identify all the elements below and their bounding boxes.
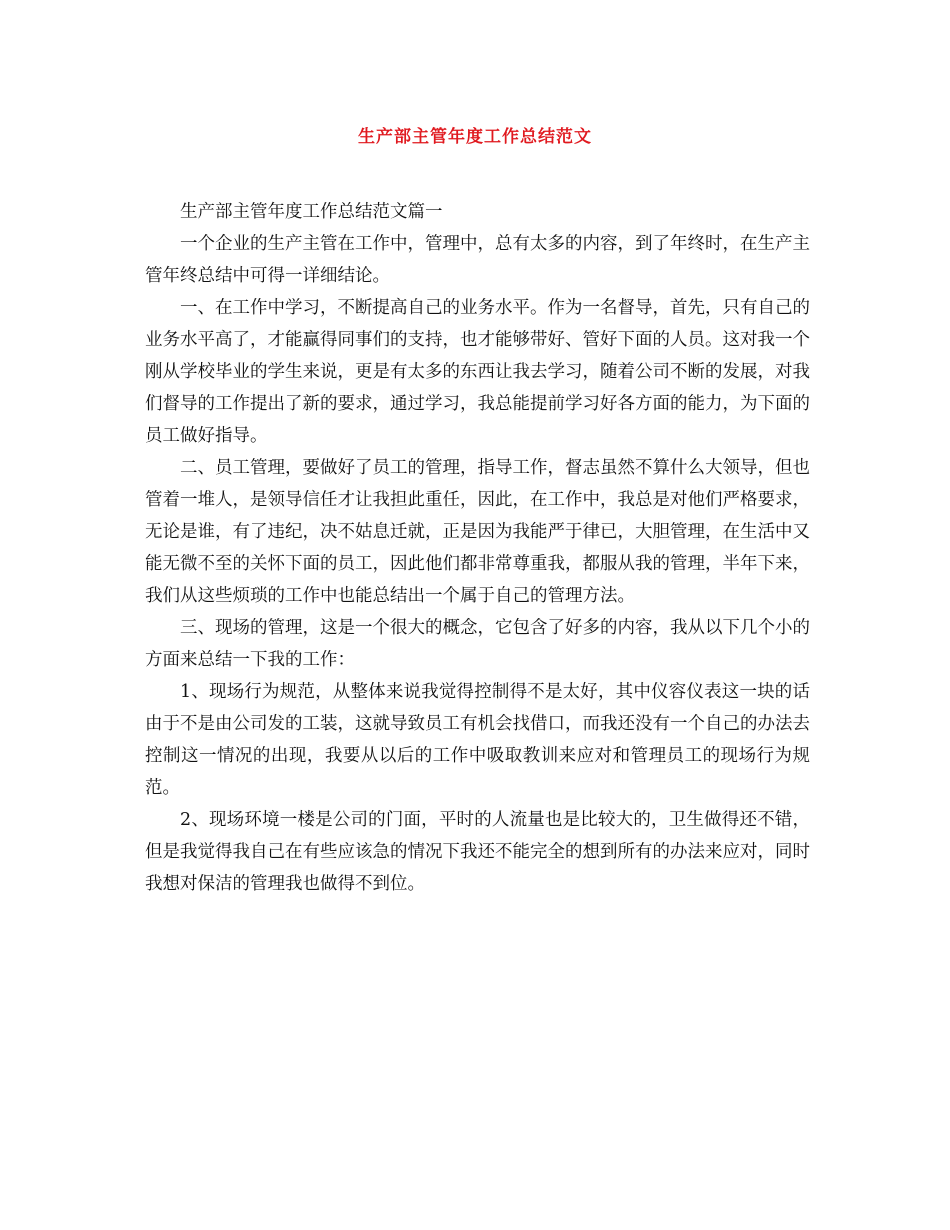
paragraph-section-1: 一、在工作中学习，不断提高自己的业务水平。作为一名督导，首先，只有自己的业务水平高了，才能赢得同事们的支持，也才能够带好、管好下面的人员。这对我一个刚从学校毕业的学生来说，更是有太多的东西让我去学习，随着公司不断的发展，对我们督导的工作提出了新的要求，通过学习，我总能提前学习好各方面的能力，为下面的员工做好指导。 xyxy=(145,298,810,446)
document-title: 生产部主管年度工作总结范文 xyxy=(358,127,592,147)
paragraph-intro: 一个企业的生产主管在工作中，管理中，总有太多的内容，到了年终时，在生产主管年终总结中可得一详细结论。 xyxy=(145,234,810,286)
paragraph-item-1: 1、现场行为规范，从整体来说我觉得控制得不是太好，其中仪容仪表这一块的话由于不是由公司发的工装，这就导致员工有机会找借口，而我还没有一个自己的办法去控制这一情况的出现，我要从以后的工作中吸取教训来应对和管理员工的现场行为规范。 xyxy=(145,682,810,798)
document-body xyxy=(145,196,810,900)
paragraph-section-3: 三、现场的管理，这是一个很大的概念，它包含了好多的内容，我从以下几个小的方面来总结一下我的工作： xyxy=(145,618,810,670)
paragraph-item-2: 2、现场环境一楼是公司的门面，平时的人流量也是比较大的，卫生做得还不错，但是我觉得我自己在有些应该急的情况下我还不能完全的想到所有的办法来应对，同时我想对保洁的管理我也做得不到位。 xyxy=(145,810,810,894)
paragraph-subtitle: 生产部主管年度工作总结范文篇一 xyxy=(180,202,443,222)
paragraph-section-2: 二、员工管理，要做好了员工的管理，指导工作，督志虽然不算什么大领导，但也管着一堆人，是领导信任才让我担此重任，因此，在工作中，我总是对他们严格要求，无论是谁，有了违纪，决不姑息迁就，正是因为我能严于律已，大胆管理，在生活中又能无微不至的关怀下面的员工，因此他们都非常尊重我，都服从我的管理，半年下来，我们从这些烦琐的工作中也能总结出一个属于自己的管理方法。 xyxy=(145,458,810,606)
